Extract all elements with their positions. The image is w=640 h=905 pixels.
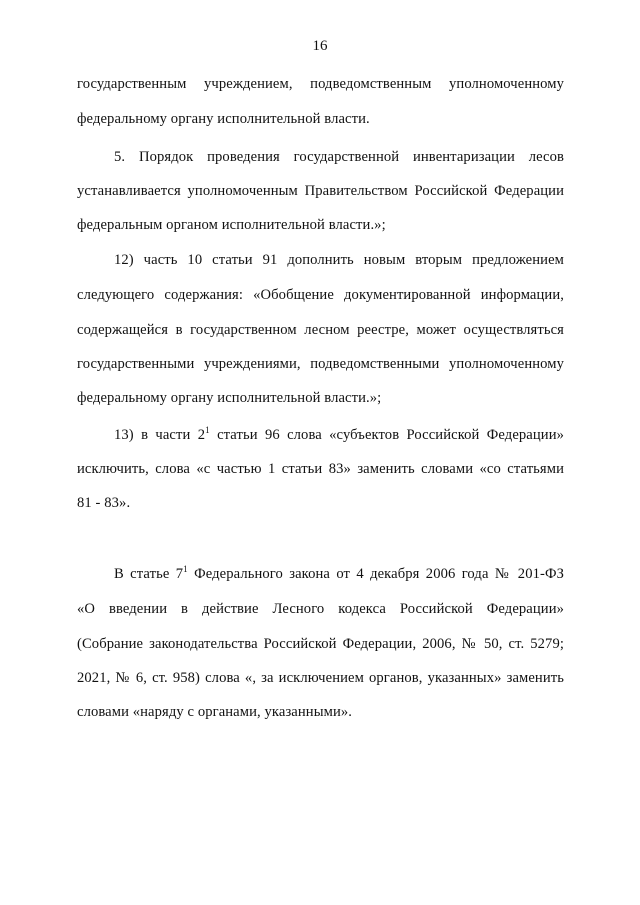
text-line: исключить, слова «с частью 1 статьи 83» заменить словами «со статьями (77, 461, 564, 477)
text-line: федеральным органом исполнительной власти.»; (77, 217, 386, 233)
text-line: 2021, № 6, ст. 958) слова «, за исключением органов, указанных» заменить (77, 670, 564, 686)
superscript: 1 (183, 564, 188, 574)
text-line: «О введении в действие Лесного кодекса Российской Федерации» (77, 601, 564, 617)
text-segment: Федерального закона от 4 декабря 2006 года № 201-ФЗ (187, 566, 564, 582)
text-segment: 13) в части 2 (114, 427, 206, 443)
text-line: содержащейся в государственном лесном реестре, может осуществляться (77, 322, 564, 338)
text-line: государственными учреждениями, подведомственными уполномоченному (77, 356, 564, 372)
paragraph-first-line (114, 566, 564, 583)
text-line: устанавливается уполномоченным Правительством Российской Федерации (77, 183, 564, 199)
text-line: 81 - 83». (77, 495, 131, 511)
paragraph-first-line: 12) часть 10 статьи 91 дополнить новым вторым предложением (114, 252, 564, 268)
text-line: федеральному органу исполнительной власти. (77, 111, 370, 127)
text-line: государственным учреждением, подведомственным уполномоченному (77, 76, 564, 92)
text-line: следующего содержания: «Обобщение документированной информации, (77, 287, 564, 303)
page-number: 16 (312, 38, 328, 54)
text-segment: В статье 7 (114, 566, 184, 582)
text-segment: статьи 96 слова «субъектов Российской Федерации» (209, 427, 564, 443)
paragraph-first-line: 5. Порядок проведения государственной инвентаризации лесов (114, 149, 564, 165)
text-line: словами «наряду с органами, указанными». (77, 704, 353, 720)
paragraph-first-line (114, 427, 564, 444)
superscript: 1 (205, 425, 210, 435)
text-line: федеральному органу исполнительной власти.»; (77, 390, 382, 406)
text-line: (Собрание законодательства Российской Федерации, 2006, № 50, ст. 5279; (77, 636, 564, 652)
